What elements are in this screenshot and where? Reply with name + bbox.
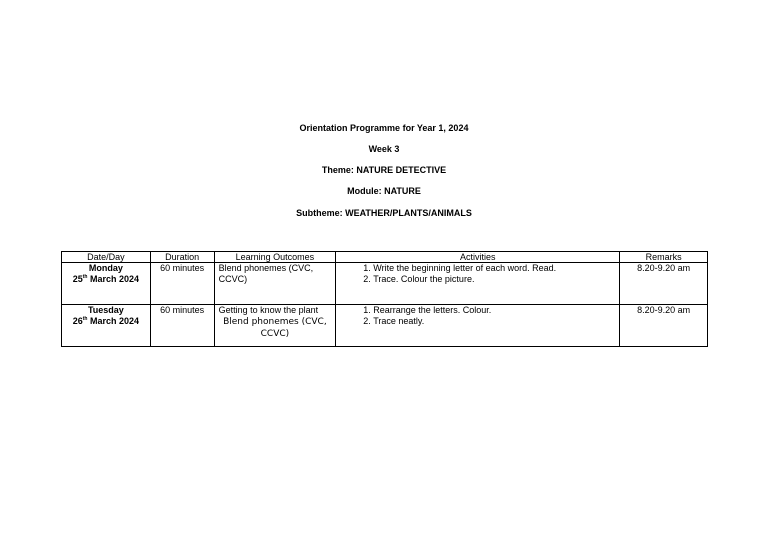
column-header-learning-outcomes: Learning Outcomes: [214, 252, 336, 263]
schedule-table: [61, 251, 708, 347]
table-header-row: [62, 252, 708, 263]
learning-outcome-text: Getting to know the plant: [218, 305, 319, 315]
table-row: [62, 305, 708, 347]
remarks-cell: 8.20-9.20 am: [620, 305, 708, 347]
column-header-duration: Duration: [150, 252, 214, 263]
column-header-date: Date/Day: [62, 252, 151, 263]
date-cell: [62, 263, 151, 305]
document-title: Orientation Programme for Year 1, 2024: [299, 123, 469, 133]
subtheme-label: Subtheme: WEATHER/PLANTS/ANIMALS: [296, 208, 472, 218]
date-value: 25th March 2024: [72, 274, 139, 284]
duration-cell: 60 minutes: [150, 263, 214, 305]
list-item: 1. Write the beginning letter of each word. Read.: [373, 263, 619, 274]
column-header-activities: Activities: [336, 252, 620, 263]
table-row: [62, 263, 708, 305]
day-name: Monday: [88, 263, 123, 273]
list-item: 2. Trace. Colour the picture.: [373, 274, 619, 285]
module-label: Module: NATURE: [347, 186, 421, 196]
remarks-cell: 8.20-9.20 am: [620, 263, 708, 305]
activity-list: [336, 263, 619, 285]
activity-list: [336, 305, 619, 327]
activities-cell: [336, 263, 620, 305]
theme-label: Theme: NATURE DETECTIVE: [321, 165, 447, 175]
date-cell: [62, 305, 151, 347]
date-value: 26th March 2024: [72, 316, 139, 326]
learning-outcome-cell: [214, 305, 336, 347]
learning-outcome-text: Blend phonemes (CVC, CCVC): [223, 317, 327, 339]
activities-cell: [336, 305, 620, 347]
duration-cell: 60 minutes: [150, 305, 214, 347]
learning-outcome-cell: [214, 263, 336, 305]
list-item: 2. Trace neatly.: [373, 316, 619, 327]
list-item: 1. Rearrange the letters. Colour.: [373, 305, 619, 316]
column-header-remarks: Remarks: [620, 252, 708, 263]
learning-outcome-text: Blend phonemes (CVC, CCVC): [218, 263, 314, 284]
day-name: Tuesday: [87, 305, 124, 315]
week-label: Week 3: [368, 144, 400, 154]
